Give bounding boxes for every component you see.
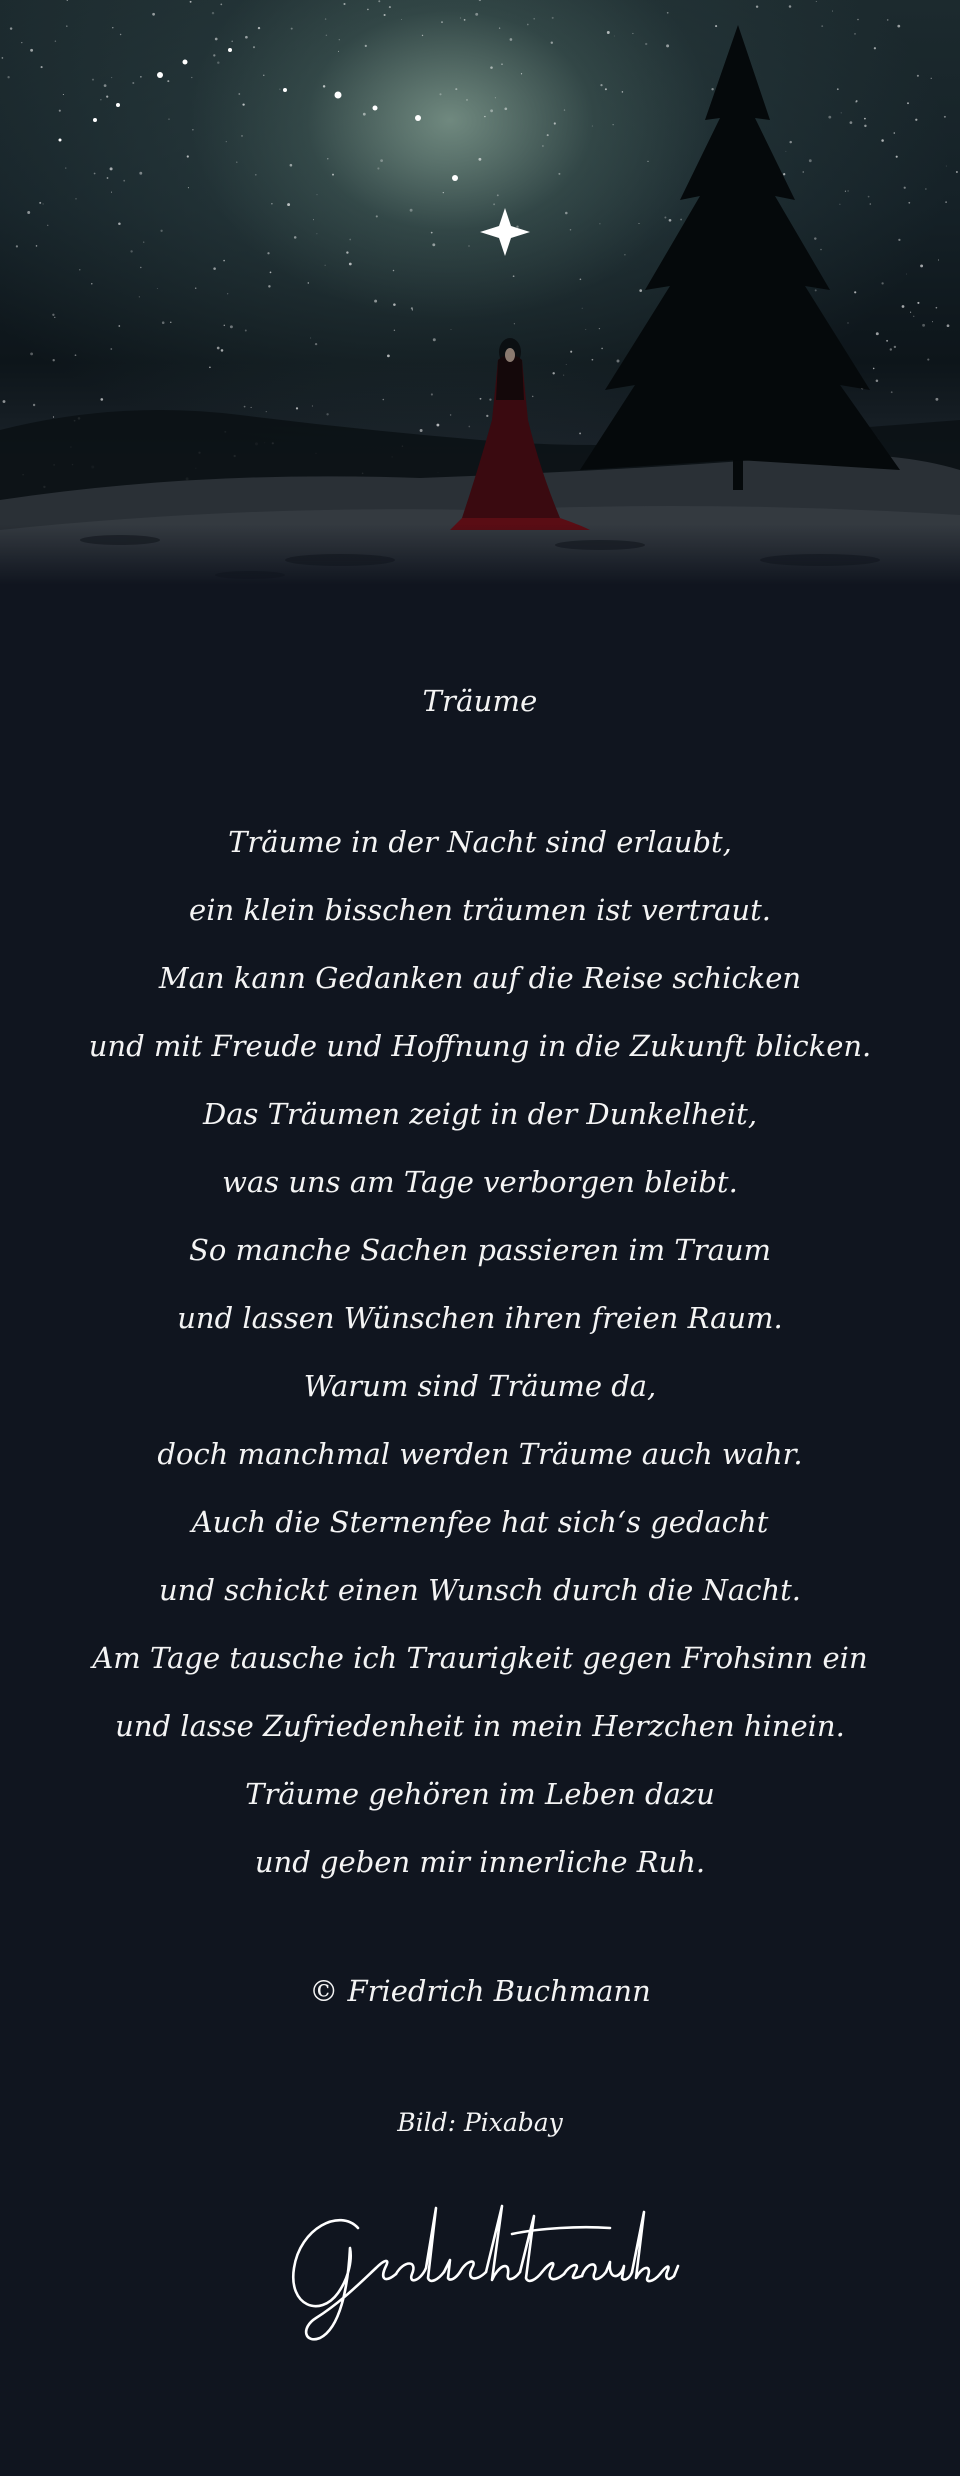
poem-title: Träume	[422, 684, 538, 718]
poem-body	[0, 818, 960, 1906]
poem-line: Am Tage tausche ich Traurigkeit gegen Frohsinn ein	[92, 1641, 868, 1675]
poem-line: was uns am Tage verborgen bleibt.	[222, 1165, 738, 1199]
poem-line: doch manchmal werden Träume auch wahr.	[157, 1437, 803, 1471]
night-forest-woman-icon	[0, 0, 960, 585]
signature-logo	[280, 2188, 680, 2348]
poem-line: und geben mir innerliche Ruh.	[254, 1845, 706, 1879]
poem-line: Träume gehören im Leben dazu	[245, 1777, 715, 1811]
poem-line: und lassen Wünschen ihren freien Raum.	[177, 1301, 783, 1335]
poem-line: und lasse Zufriedenheit in mein Herzchen hinein.	[115, 1709, 845, 1743]
poem-line: Das Träumen zeigt in der Dunkelheit,	[202, 1097, 758, 1131]
poem-line: ein klein bisschen träumen ist vertraut.	[189, 893, 771, 927]
poem-line: und mit Freude und Hoffnung in die Zukunft blicken.	[88, 1029, 872, 1063]
hero-image	[0, 0, 960, 585]
poem-line: Auch die Sternenfee hat sich‘s gedacht	[191, 1505, 769, 1539]
poem-line: und schickt einen Wunsch durch die Nacht.	[159, 1573, 801, 1607]
poem-line: Träume in der Nacht sind erlaubt,	[228, 825, 732, 859]
poem-line: Man kann Gedanken auf die Reise schicken	[158, 961, 802, 995]
poem-line: So manche Sachen passieren im Traum	[188, 1233, 772, 1267]
image-credit: Bild: Pixabay	[397, 2108, 563, 2137]
poem-line: Warum sind Träume da,	[303, 1369, 657, 1403]
poem-author: © Friedrich Buchmann	[309, 1974, 651, 2008]
